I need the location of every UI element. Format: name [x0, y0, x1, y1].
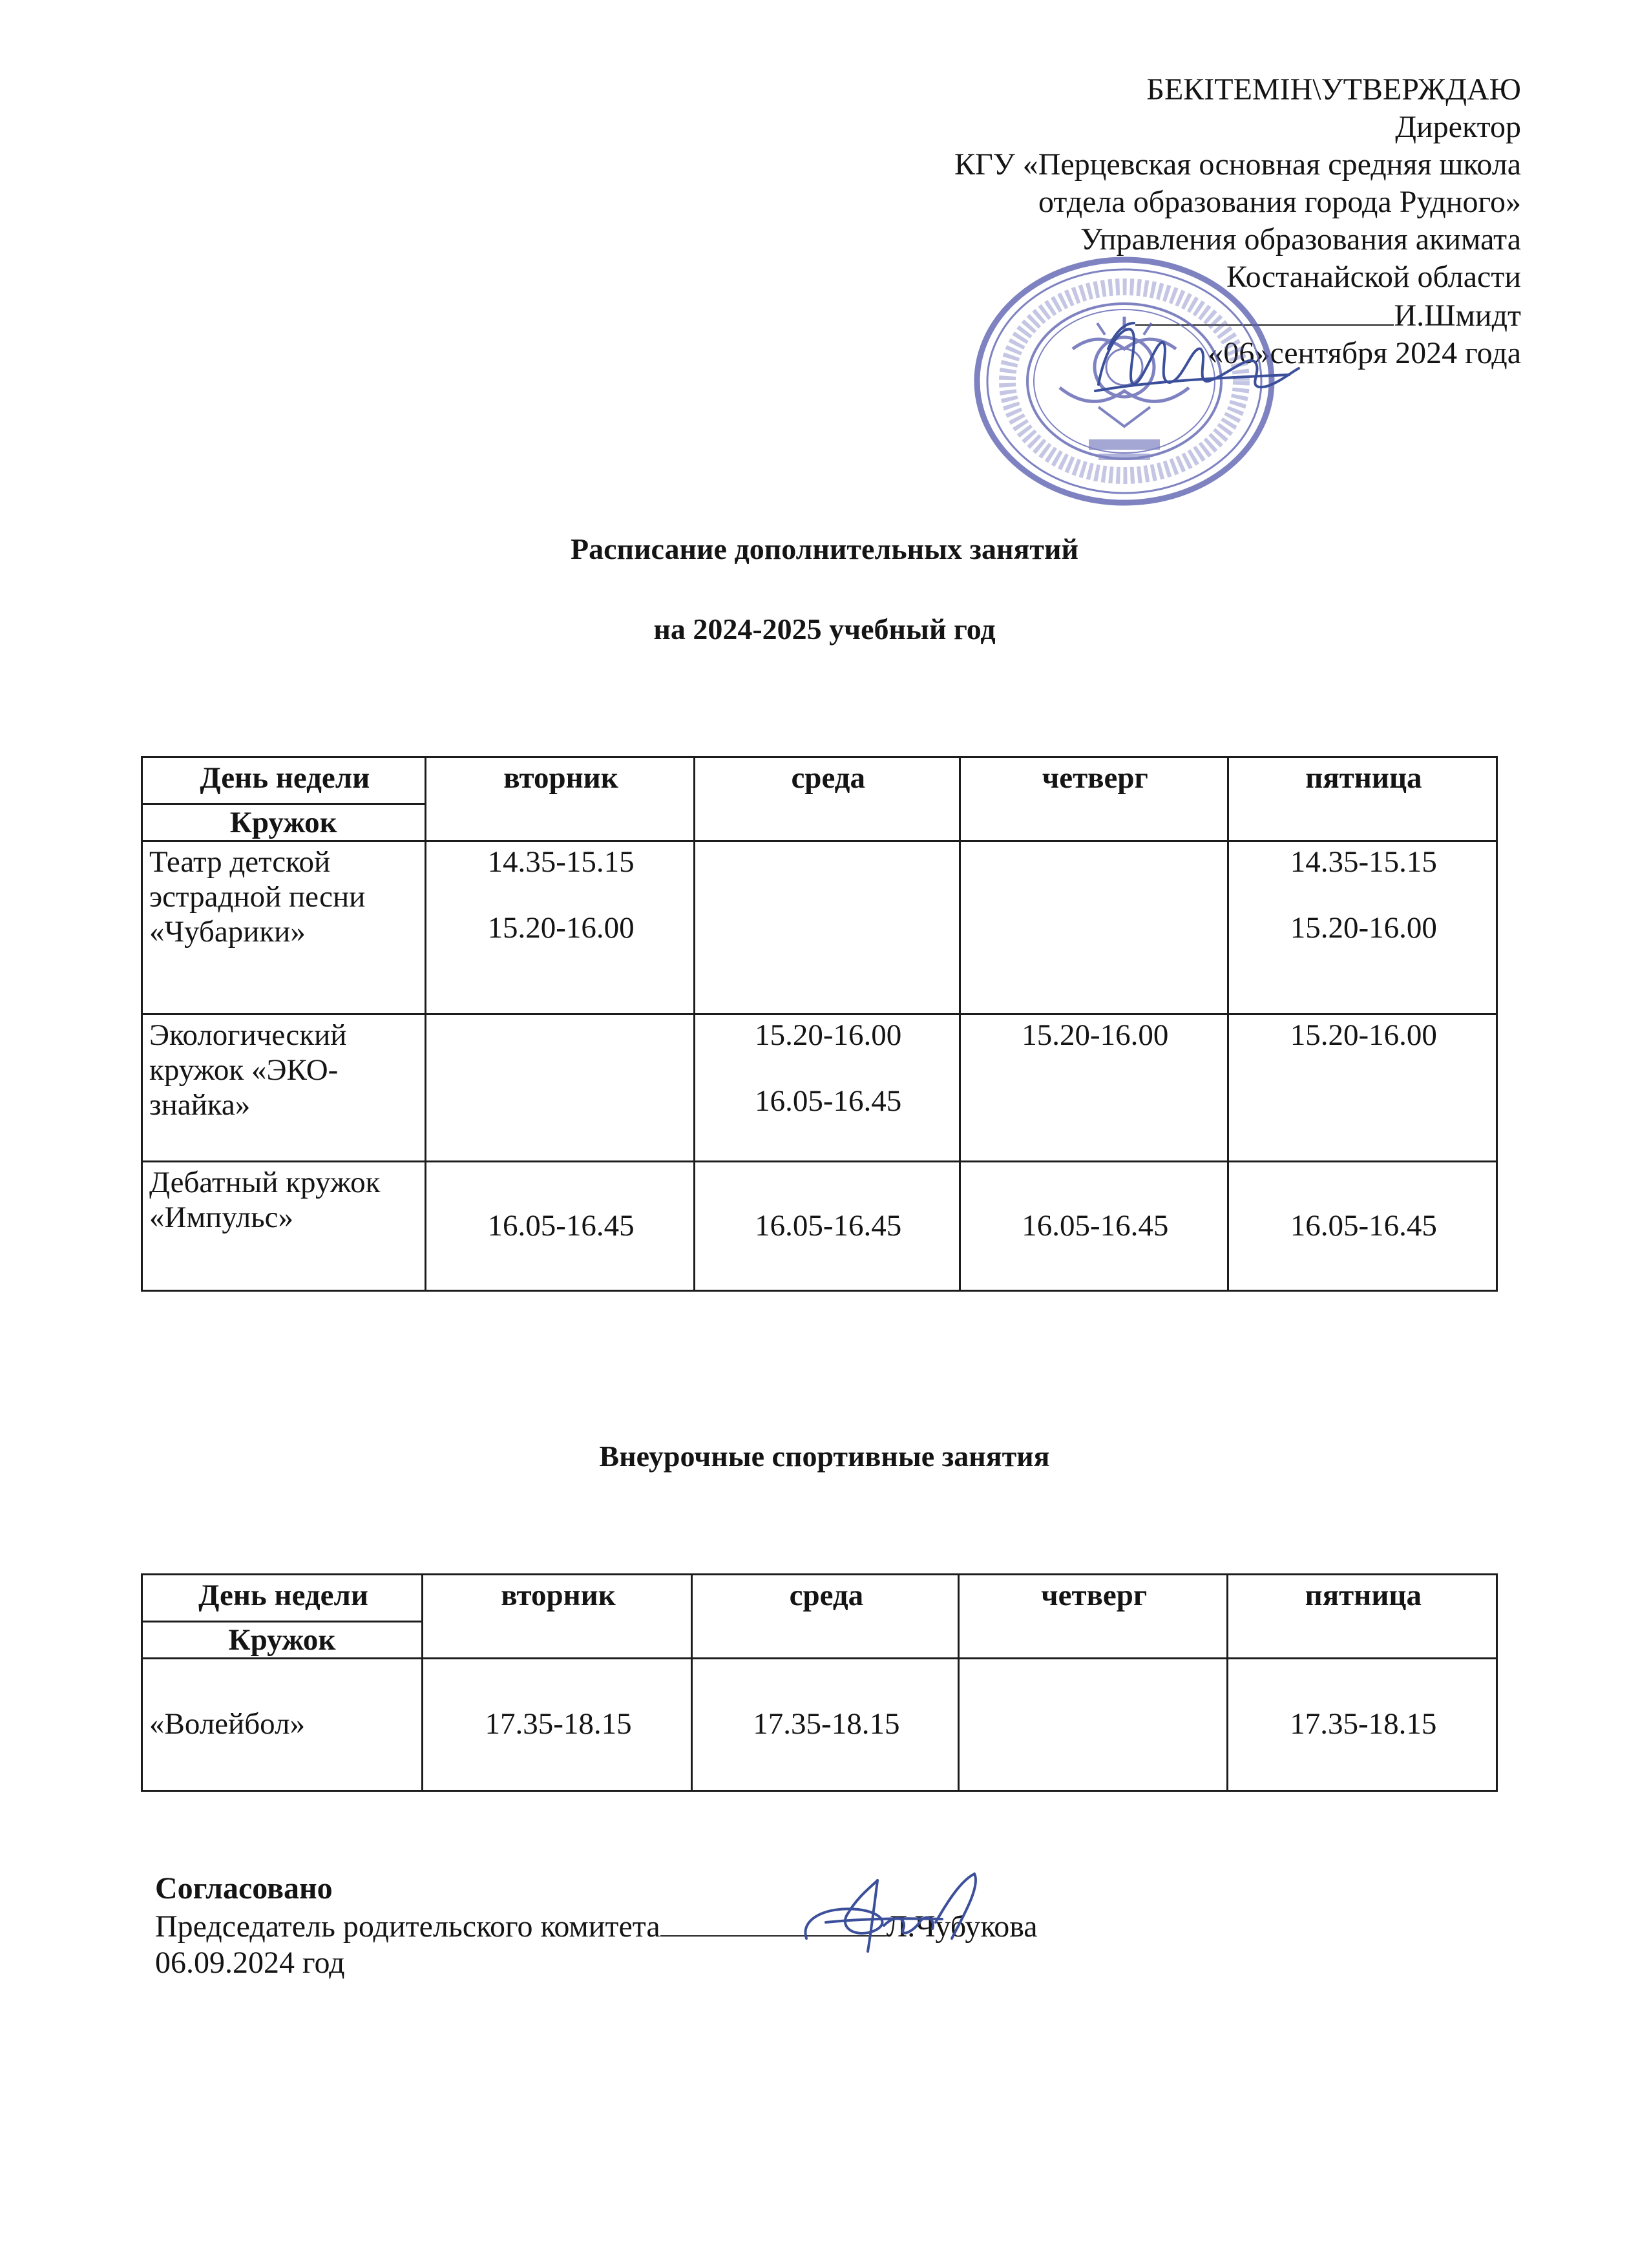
- header-club: Кружок: [142, 1622, 423, 1659]
- time-slot: 16.05-16.45: [755, 1084, 902, 1118]
- committee-signer: Л.Чубукова: [886, 1909, 1038, 1944]
- table-header-row: [142, 1575, 1497, 1622]
- agreement-date: 06.09.2024 год: [155, 1946, 345, 1980]
- header-thursday: четверг: [960, 757, 1228, 841]
- header-wednesday: среда: [694, 757, 960, 841]
- chairperson-signature: [787, 1861, 1000, 1964]
- time-cell: 17.35-18.15: [423, 1659, 692, 1791]
- header-friday: пятница: [1227, 1575, 1497, 1659]
- time-cell: 17.35-18.15: [1227, 1659, 1497, 1791]
- header-tuesday: вторник: [423, 1575, 692, 1659]
- time-cell: [694, 1014, 960, 1162]
- time-cell: 16.05-16.45: [425, 1162, 694, 1291]
- time-cell: 16.05-16.45: [960, 1162, 1228, 1291]
- header-wednesday: среда: [692, 1575, 959, 1659]
- time-cell: [425, 841, 694, 1014]
- time-cell: 16.05-16.45: [1228, 1162, 1497, 1291]
- approval-org-line-3: Управления образования акимата: [1080, 222, 1521, 257]
- approval-org-line-2: отдела образования города Рудного»: [1038, 185, 1521, 219]
- time-slot: 15.20-16.00: [755, 1018, 902, 1052]
- header-day-of-week: День недели: [142, 1575, 423, 1622]
- committee-position: Председатель родительского комитета: [155, 1909, 660, 1944]
- table-row: [142, 1659, 1497, 1791]
- time-cell: 17.35-18.15: [692, 1659, 959, 1791]
- page-subtitle: на 2024-2025 учебный год: [653, 613, 996, 646]
- clubs-schedule-table: [141, 756, 1498, 1292]
- section-title-sports: Внеурочные спортивные занятия: [599, 1440, 1050, 1473]
- header-thursday: четверг: [958, 1575, 1227, 1659]
- time-cell: [960, 1014, 1228, 1162]
- table-row: [142, 841, 1497, 1014]
- time-cell: [694, 841, 960, 1014]
- club-name: Театр детской эстрадной песни «Чубарики»: [142, 841, 426, 1014]
- time-slot: 14.35-15.15: [487, 845, 635, 879]
- time-slot: 14.35-15.15: [1290, 845, 1437, 879]
- header-day-of-week: День недели: [142, 757, 426, 804]
- time-slot: 15.20-16.00: [1022, 1018, 1169, 1052]
- header-friday: пятница: [1228, 757, 1497, 841]
- club-name: Дебатный кружок «Импульс»: [142, 1162, 426, 1291]
- director-signature: [1086, 310, 1305, 420]
- table-header-row: [142, 757, 1497, 804]
- time-cell: 16.05-16.45: [694, 1162, 960, 1291]
- time-cell: [960, 841, 1228, 1014]
- time-slot: 15.20-16.00: [1290, 911, 1437, 945]
- time-cell: [1228, 1014, 1497, 1162]
- approval-position: Директор: [1395, 110, 1521, 144]
- table-row: [142, 1014, 1497, 1162]
- time-slot: 15.20-16.00: [487, 911, 635, 945]
- approval-signer: И.Шмидт: [1394, 299, 1521, 333]
- time-cell: [425, 1014, 694, 1162]
- club-name: «Волейбол»: [142, 1659, 423, 1791]
- approval-org-line-1: КГУ «Перцевская основная средняя школа: [954, 147, 1521, 182]
- time-slot: 15.20-16.00: [1290, 1018, 1437, 1052]
- header-tuesday: вторник: [425, 757, 694, 841]
- time-cell: [958, 1659, 1227, 1791]
- approval-org-line-4: Костанайской области: [1226, 260, 1521, 294]
- approval-date: «06»сентября 2024 года: [1208, 336, 1521, 370]
- table-row: [142, 1162, 1497, 1291]
- header-club: Кружок: [142, 804, 426, 841]
- agreed-label: Согласовано: [155, 1871, 333, 1906]
- club-name: Экологический кружок «ЭКО-знайка»: [142, 1014, 426, 1162]
- sports-schedule-table: [141, 1573, 1498, 1792]
- time-cell: [1228, 841, 1497, 1014]
- page-title: Расписание дополнительных занятий: [571, 532, 1078, 565]
- approval-heading: БЕКІТЕМІН\УТВЕРЖДАЮ: [1146, 72, 1521, 107]
